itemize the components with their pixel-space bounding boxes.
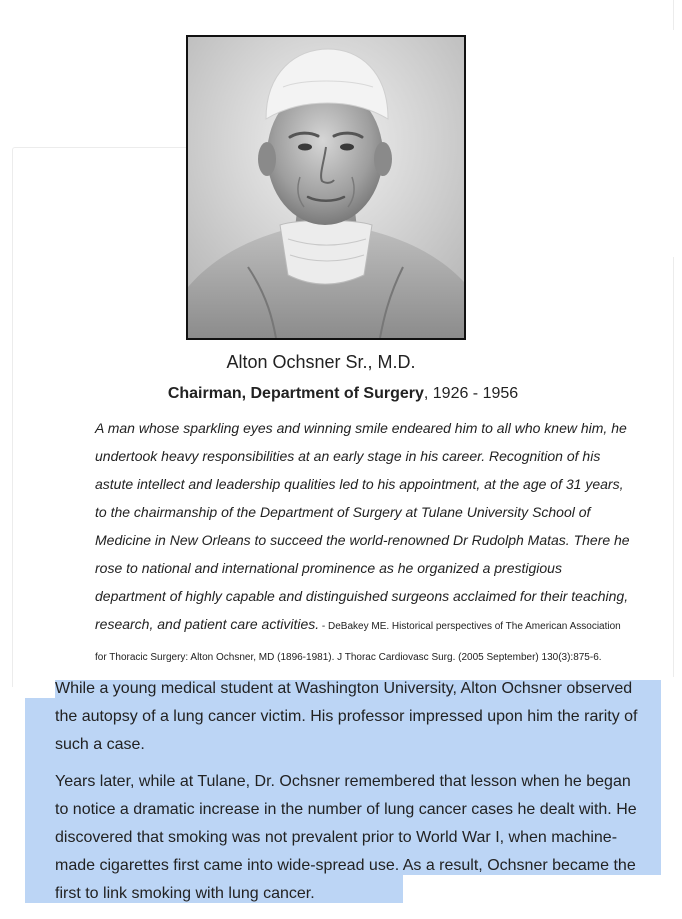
quote-dash: -: [319, 621, 329, 632]
quote-text: A man whose sparkling eyes and winning smile endeared him to all who knew him, he undertook heavy responsibilities at an early stage in his career. Recognition of his astute intellect and leadership qualities led to his appointment, at the age of 31 years, to the chairmanship of the Department of Surgery at Tulane University School of Medicine in New Orleans to succeed the world-renowned Dr Rudolph Matas. There he rose to national and international prominence as he organized a prestigious department of highly capable and distinguished surgeons acclaimed for their teaching, research, and patient care activities.: [95, 420, 630, 632]
person-name: Alton Ochsner Sr., M.D.: [226, 352, 416, 372]
text-selection-highlight: [25, 698, 55, 903]
portrait-illustration: [188, 37, 464, 338]
portrait-photo: [186, 35, 466, 340]
tribute-quote: [95, 414, 635, 672]
title-position: Chairman, Department of Surgery: [167, 385, 424, 402]
person-title: [0, 385, 682, 403]
quote-citation: DeBakey ME. Historical perspectives of The American Association for Thoracic Surgery: Alton Ochsner, MD (1896-1981). J Thorac Cardiovasc Surg. (2005 September) 130(3):875-6.: [95, 621, 621, 663]
card-outline: [673, 257, 674, 677]
title-years: , 1926 - 1956: [423, 385, 519, 402]
body-paragraph-1: While a young medical student at Washington University, Alton Ochsner observed the autopsy of a lung cancer victim. His professor impressed upon him the rarity of such a case.: [55, 680, 638, 753]
card-outline: [12, 257, 13, 687]
card-outline: [12, 147, 213, 258]
body-paragraph-2: Years later, while at Tulane, Dr. Ochsner remembered that lesson when he began to notice a dramatic increase in the number of lung cancer cases he dealt with. He discovered that smoking was not prevalent prior to World War I, when machine-made cigarettes first came into wide-spread use. As a result, Ochsner became the first to link smoking with lung cancer.: [55, 773, 637, 902]
card-outline: [673, 0, 674, 30]
